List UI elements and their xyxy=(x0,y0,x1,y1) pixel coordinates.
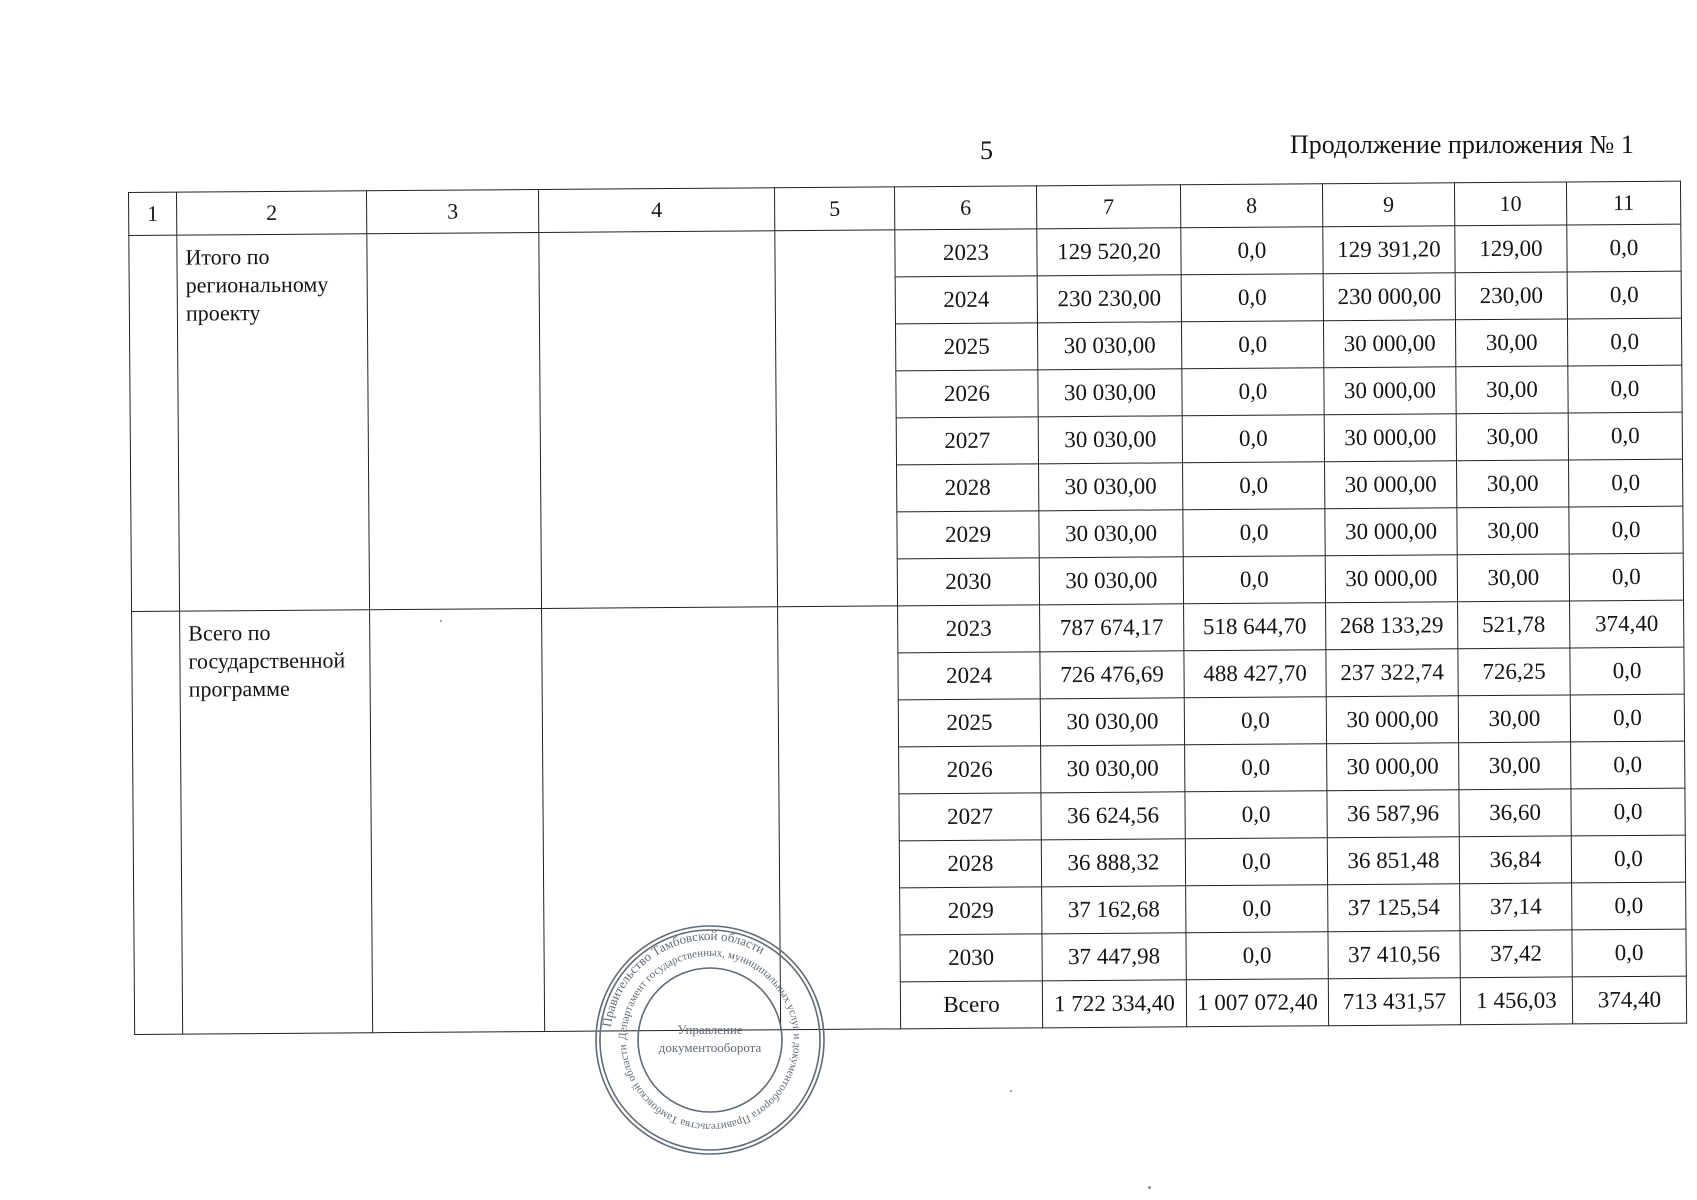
federal-budget-cell: 0,0 xyxy=(1186,885,1328,933)
column-number: 7 xyxy=(1036,185,1180,229)
other-sources-cell: 0,0 xyxy=(1571,741,1685,789)
scan-speck xyxy=(440,620,442,622)
column-5-cell xyxy=(775,230,898,607)
stamp-inner-text: Департамент государственных, муниципальных услуг и документооборота Правительства Тамбовской области xyxy=(616,946,804,1134)
federal-budget-cell: 488 427,70 xyxy=(1184,650,1326,698)
total-cell: 30 030,00 xyxy=(1039,510,1183,558)
regional-budget-cell: 30 000,00 xyxy=(1327,743,1459,791)
total-cell: 30 030,00 xyxy=(1038,416,1182,464)
local-budget-cell: 30,00 xyxy=(1458,695,1570,743)
local-budget-cell: 726,25 xyxy=(1458,648,1570,696)
local-budget-cell: 30,00 xyxy=(1457,554,1569,602)
federal-budget-cell: 0,0 xyxy=(1182,415,1324,463)
regional-budget-cell: 237 322,74 xyxy=(1326,649,1458,697)
federal-budget-cell: 0,0 xyxy=(1183,462,1325,510)
federal-budget-cell: 0,0 xyxy=(1181,321,1323,369)
regional-budget-cell: 230 000,00 xyxy=(1323,273,1455,321)
other-sources-cell: 0,0 xyxy=(1569,506,1683,554)
total-cell: 30 030,00 xyxy=(1039,557,1183,605)
year-cell: 2030 xyxy=(897,558,1039,606)
other-sources-cell: 0,0 xyxy=(1571,835,1685,883)
year-cell: 2023 xyxy=(895,229,1037,277)
other-sources-cell: 0,0 xyxy=(1570,647,1684,695)
total-cell: 36 624,56 xyxy=(1041,792,1185,840)
row-number-cell xyxy=(132,611,183,1034)
other-sources-cell: 0,0 xyxy=(1570,694,1684,742)
federal-budget-cell: 0,0 xyxy=(1181,274,1323,322)
local-budget-cell: 30,00 xyxy=(1457,507,1569,555)
other-sources-cell: 0,0 xyxy=(1571,788,1685,836)
regional-budget-cell: 36 851,48 xyxy=(1327,837,1459,885)
regional-budget-cell: 37 410,56 xyxy=(1328,931,1460,979)
federal-budget-cell: 0,0 xyxy=(1185,744,1327,792)
year-cell: 2025 xyxy=(898,699,1040,747)
total-cell: 30 030,00 xyxy=(1038,369,1182,417)
regional-budget-cell: 30 000,00 xyxy=(1324,414,1456,462)
column-3-cell xyxy=(370,608,545,1032)
total-cell: 1 722 334,40 xyxy=(1042,980,1186,1028)
column-number: 9 xyxy=(1322,183,1454,227)
local-budget-cell: 230,00 xyxy=(1455,272,1567,320)
column-number: 2 xyxy=(177,191,367,235)
federal-budget-cell: 518 644,70 xyxy=(1184,603,1326,651)
year-cell: 2027 xyxy=(896,417,1038,465)
column-number: 11 xyxy=(1566,181,1680,225)
group-label: Итого по региональному проекту xyxy=(177,234,370,611)
total-cell: 726 476,69 xyxy=(1040,651,1184,699)
local-budget-cell: 37,42 xyxy=(1460,930,1572,978)
year-cell: 2024 xyxy=(895,276,1037,324)
regional-budget-cell: 36 587,96 xyxy=(1327,790,1459,838)
column-number: 8 xyxy=(1180,184,1322,228)
regional-budget-cell: 713 431,57 xyxy=(1328,978,1460,1026)
row-number-cell xyxy=(129,235,180,611)
other-sources-cell: 0,0 xyxy=(1569,553,1683,601)
total-cell: 129 520,20 xyxy=(1037,228,1181,276)
federal-budget-cell: 0,0 xyxy=(1181,227,1323,275)
other-sources-cell: 0,0 xyxy=(1567,224,1681,272)
local-budget-cell: 30,00 xyxy=(1456,366,1568,414)
regional-budget-cell: 268 133,29 xyxy=(1326,602,1458,650)
other-sources-cell: 0,0 xyxy=(1568,412,1682,460)
local-budget-cell: 1 456,03 xyxy=(1460,977,1572,1025)
column-3-cell xyxy=(367,232,542,609)
year-cell: 2024 xyxy=(898,652,1040,700)
column-number: 10 xyxy=(1454,182,1566,226)
federal-budget-cell: 0,0 xyxy=(1185,791,1327,839)
local-budget-cell: 521,78 xyxy=(1458,601,1570,649)
total-cell: 37 447,98 xyxy=(1042,933,1186,981)
stamp-center-line-2: документооборота xyxy=(658,1040,762,1055)
regional-budget-cell: 129 391,20 xyxy=(1323,226,1455,274)
local-budget-cell: 36,60 xyxy=(1459,789,1571,837)
total-cell: 230 230,00 xyxy=(1037,275,1181,323)
regional-budget-cell: 30 000,00 xyxy=(1325,555,1457,603)
federal-budget-cell: 0,0 xyxy=(1183,556,1325,604)
stamp-center-line-1: Управление xyxy=(677,1022,743,1037)
page-number: 5 xyxy=(980,136,993,165)
column-number: 5 xyxy=(774,187,894,231)
column-number: 3 xyxy=(366,189,538,233)
year-cell: 2029 xyxy=(900,887,1042,935)
other-sources-cell: 374,40 xyxy=(1570,600,1684,648)
year-cell: 2029 xyxy=(897,511,1039,559)
year-cell: 2028 xyxy=(897,464,1039,512)
other-sources-cell: 0,0 xyxy=(1567,318,1681,366)
federal-budget-cell: 0,0 xyxy=(1183,509,1325,557)
year-cell: Всего xyxy=(900,981,1042,1029)
regional-budget-cell: 30 000,00 xyxy=(1326,696,1458,744)
column-number: 1 xyxy=(129,192,177,235)
local-budget-cell: 30,00 xyxy=(1459,742,1571,790)
local-budget-cell: 30,00 xyxy=(1455,319,1567,367)
total-cell: 30 030,00 xyxy=(1037,322,1181,370)
local-budget-cell: 129,00 xyxy=(1455,225,1567,273)
stamp-outer-text: Правительство Тамбовской области xyxy=(598,927,768,1028)
year-cell: 2028 xyxy=(899,840,1041,888)
regional-budget-cell: 30 000,00 xyxy=(1325,508,1457,556)
total-cell: 30 030,00 xyxy=(1040,698,1184,746)
regional-budget-cell: 30 000,00 xyxy=(1324,367,1456,415)
federal-budget-cell: 0,0 xyxy=(1182,368,1324,416)
total-cell: 30 030,00 xyxy=(1039,463,1183,511)
continuation-title: Продолжение приложения № 1 xyxy=(1290,130,1634,159)
federal-budget-cell: 0,0 xyxy=(1184,697,1326,745)
scan-speck xyxy=(1148,1186,1151,1189)
federal-budget-cell: 0,0 xyxy=(1185,838,1327,886)
total-cell: 36 888,32 xyxy=(1041,839,1185,887)
column-number: 4 xyxy=(538,188,774,233)
year-cell: 2026 xyxy=(896,370,1038,418)
other-sources-cell: 0,0 xyxy=(1569,459,1683,507)
total-cell: 30 030,00 xyxy=(1041,745,1185,793)
local-budget-cell: 30,00 xyxy=(1457,460,1569,508)
regional-budget-cell: 30 000,00 xyxy=(1323,320,1455,368)
local-budget-cell: 37,14 xyxy=(1460,883,1572,931)
other-sources-cell: 0,0 xyxy=(1568,365,1682,413)
column-4-cell xyxy=(539,231,778,609)
year-cell: 2025 xyxy=(895,323,1037,371)
official-seal-stamp xyxy=(592,922,828,1158)
scan-speck xyxy=(1010,1090,1012,1092)
local-budget-cell: 36,84 xyxy=(1459,836,1571,884)
other-sources-cell: 0,0 xyxy=(1572,929,1686,977)
year-cell: 2026 xyxy=(899,746,1041,794)
federal-budget-cell: 0,0 xyxy=(1186,932,1328,980)
regional-budget-cell: 30 000,00 xyxy=(1325,461,1457,509)
year-cell: 2023 xyxy=(898,605,1040,653)
financing-table xyxy=(128,181,1687,1035)
other-sources-cell: 0,0 xyxy=(1572,882,1686,930)
year-cell: 2030 xyxy=(900,934,1042,982)
column-number: 6 xyxy=(894,186,1036,230)
federal-budget-cell: 1 007 072,40 xyxy=(1186,979,1328,1027)
total-cell: 37 162,68 xyxy=(1042,886,1186,934)
regional-budget-cell: 37 125,54 xyxy=(1328,884,1460,932)
year-cell: 2027 xyxy=(899,793,1041,841)
local-budget-cell: 30,00 xyxy=(1456,413,1568,461)
other-sources-cell: 0,0 xyxy=(1567,271,1681,319)
other-sources-cell: 374,40 xyxy=(1572,976,1686,1024)
group-label: Всего по государственной программе xyxy=(180,610,373,1034)
total-cell: 787 674,17 xyxy=(1040,604,1184,652)
